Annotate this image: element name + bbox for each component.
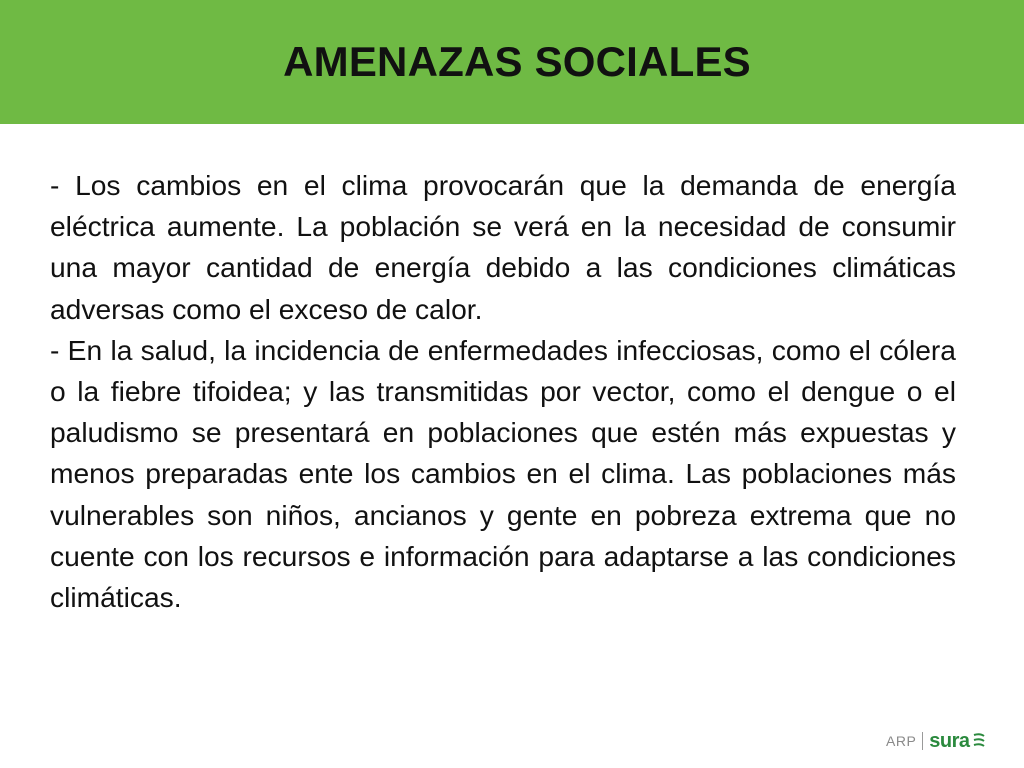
logo-arp-text: ARP — [886, 733, 917, 749]
paragraph-energy: - Los cambios en el clima provocarán que la demanda de energía eléctrica aumente. La población se verá en la necesidad de consumir una mayor cantidad de energía debido a las condiciones climáticas adversas como el exceso de calor. — [50, 169, 956, 325]
body-text — [50, 165, 956, 618]
arp-sura-logo — [886, 726, 998, 756]
logo-divider — [922, 732, 923, 750]
slide-title: AMENAZAS SOCIALES — [283, 38, 751, 85]
logo-sura-text: sura — [929, 729, 970, 752]
sura-logo-icon — [972, 731, 986, 751]
paragraph-health: - En la salud, la incidencia de enfermedades infecciosas, como el cólera o la fiebre tifoidea; y las transmitidas por vector, como el dengue o el paludismo se presentará en poblaciones que estén más expuestas y menos preparadas ente los cambios en el clima. Las poblaciones más vulnerables son niños, ancianos y gente en pobreza extrema que no cuente con los recursos e información para adaptarse a las condiciones climáticas. — [50, 333, 956, 614]
